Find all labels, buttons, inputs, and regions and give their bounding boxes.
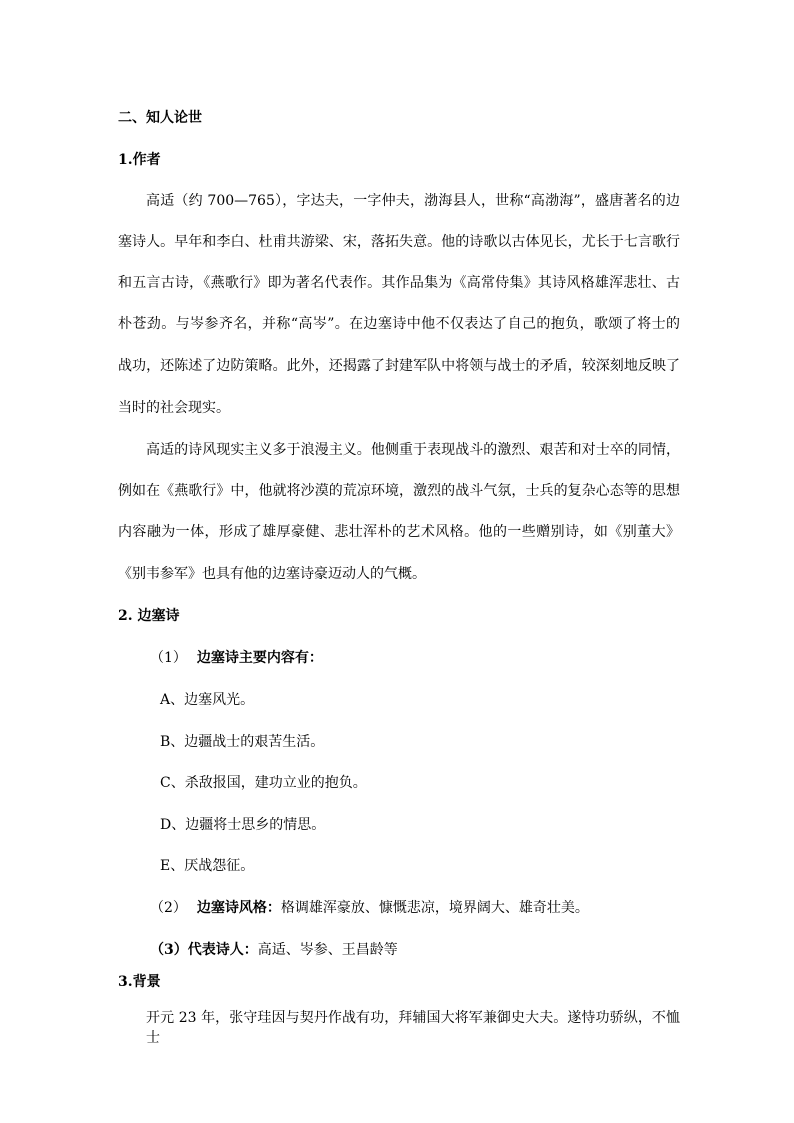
content-item-a: A、边塞风光。	[160, 692, 255, 708]
author-para2-line3: 内容融为一体，形成了雄厚豪健、悲壮浑朴的艺术风格。他的一些赠别诗，如《别董大》	[118, 524, 680, 540]
author-para1-line5: 战功，还陈述了边防策略。此外，还揭露了封建军队中将领与战士的矛盾，较深刻地反映了	[118, 358, 680, 374]
author-para1-line6: 当时的社会现实。	[118, 400, 230, 416]
content-item-b: B、边疆战士的艰苦生活。	[160, 734, 325, 750]
author-para1-line4: 朴苍劲。与岑参齐名，并称“高岑”。在边塞诗中他不仅表达了自己的抱负，歌颂了将士的	[118, 316, 680, 332]
content-heading-label: 边塞诗主要内容有：	[196, 650, 323, 666]
background-heading: 3.背景	[118, 974, 161, 990]
frontier-poetry-heading: 2. 边塞诗	[118, 608, 180, 624]
author-heading: 1.作者	[118, 152, 161, 168]
style-line-text: 格调雄浑豪放、慷慨悲凉，境界阔大、雄奇壮美。	[280, 900, 589, 916]
content-item-e: E、厌战怨征。	[160, 858, 255, 874]
style-line	[150, 898, 589, 918]
author-para2-line4: 《别韦参军》也具有他的边塞诗豪迈动人的气概。	[118, 566, 426, 582]
author-para1-line2: 塞诗人。早年和李白、杜甫共游梁、宋，落拓失意。他的诗歌以古体见长，尤长于七言歌行	[118, 234, 680, 250]
content-item-d: D、边疆将士思乡的情思。	[160, 817, 326, 833]
content-heading	[150, 648, 323, 668]
author-para2-line2: 例如在《燕歌行》中，他就将沙漠的荒凉环境，激烈的战斗气氛，士兵的复杂心态等的思想	[118, 483, 680, 499]
content-heading-number: （1）	[150, 650, 187, 666]
author-para1-line1: 高适（约 700—765），字达夫，一字仲夫，渤海县人，世称“高渤海”，盛唐著名的边	[146, 193, 680, 209]
author-para2-line1: 高适的诗风现实主义多于浪漫主义。他侧重于表现战斗的激烈、艰苦和对士卒的同情，	[146, 442, 680, 458]
poets-line-label: （3）代表诗人：	[150, 942, 258, 958]
content-item-c: C、杀敌报国，建功立业的抱负。	[160, 775, 367, 791]
style-line-label: 边塞诗风格：	[196, 900, 281, 916]
style-line-number: （2）	[150, 900, 187, 916]
poets-line-text: 高适、岑参、王昌龄等	[257, 942, 398, 958]
poets-line	[150, 940, 398, 960]
background-line1: 开元 23 年，张守珪因与契丹作战有功，拜辅国大将军兼御史大夫。遂恃功骄纵，不恤士	[146, 1010, 680, 1046]
author-para1-line3: 和五言古诗，《燕歌行》即为著名代表作。其作品集为《高常侍集》其诗风格雄浑悲壮、古	[118, 275, 680, 291]
section-heading: 二、知人论世	[118, 110, 202, 126]
